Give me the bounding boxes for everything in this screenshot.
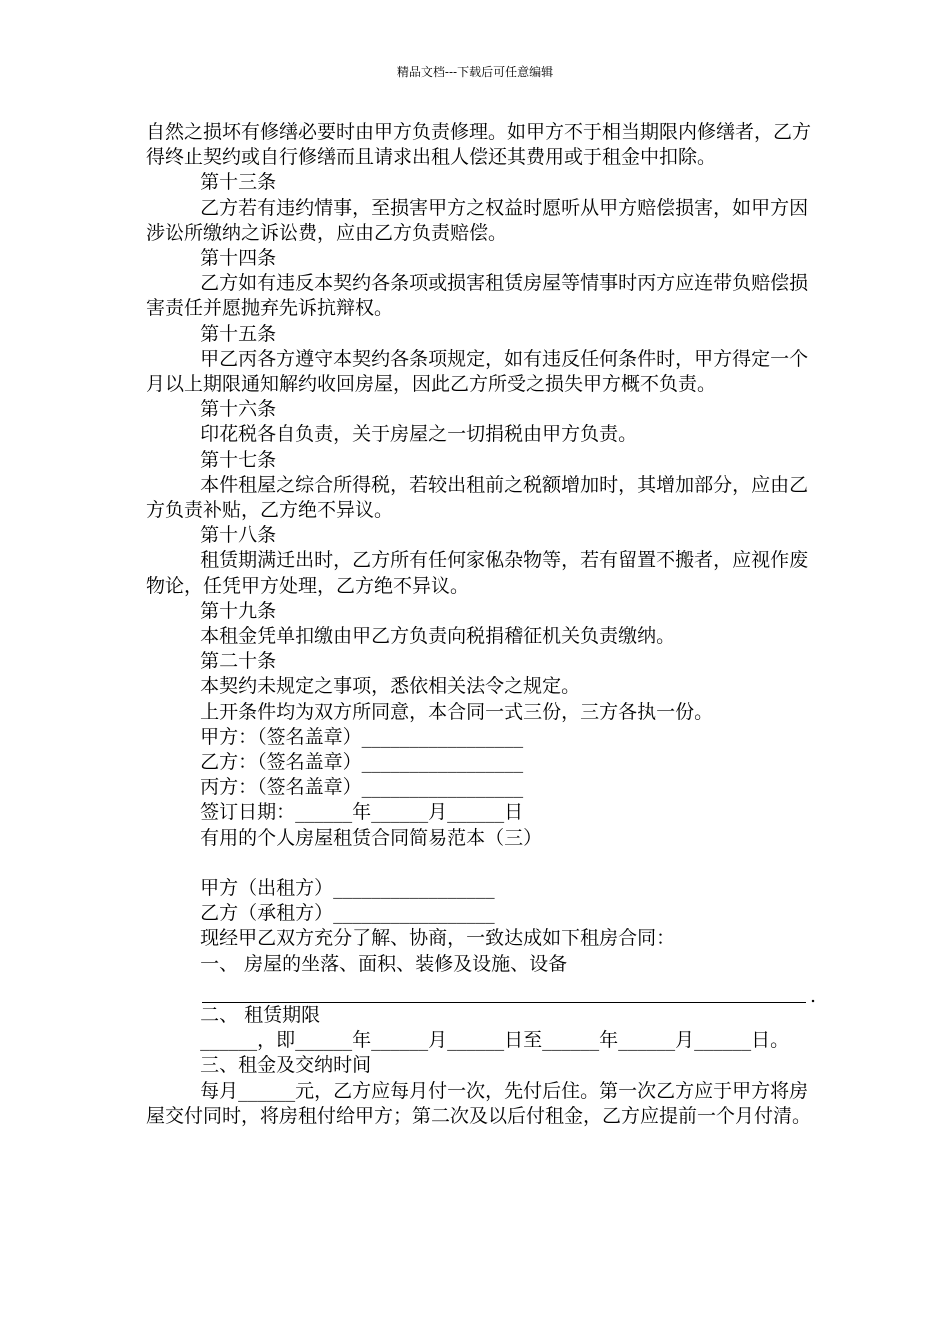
paragraph: 第十八条 bbox=[200, 524, 277, 547]
paragraph: 本契约未规定之事项，悉依相关法令之规定。 bbox=[200, 675, 581, 698]
paragraph: 一、 房屋的坐落、面积、装修及设施、设备 bbox=[200, 952, 568, 975]
contract-clauses bbox=[146, 120, 811, 851]
paragraph: 三、租金及交纳时间 bbox=[200, 1054, 372, 1077]
paragraph: 乙方如有违反本契约各条项或损害租赁房屋等情事时丙方应连带负赔偿损害责任并愿抛弃先诉抗辩权。 bbox=[146, 272, 809, 320]
paragraph: 甲方：（签名盖章）_________________ bbox=[200, 725, 524, 748]
paragraph: 甲方（出租方）_________________ bbox=[200, 877, 495, 900]
paragraph: 乙方若有违约情事，至损害甲方之权益时愿听从甲方赔偿损害，如甲方因涉讼所缴纳之诉讼费，应由乙方负责赔偿。 bbox=[146, 196, 809, 244]
paragraph: 每月______元，乙方应每月付一次，先付后住。第一次乙方应于甲方将房屋交付同时，将房租付给甲方；第二次及以后付租金，乙方应提前一个月付清。 bbox=[146, 1079, 812, 1127]
paragraph: 第二十条 bbox=[200, 650, 277, 673]
paragraph: 第十四条 bbox=[200, 247, 277, 270]
paragraph: 上开条件均为双方所同意，本合同一式三份，三方各执一份。 bbox=[200, 700, 714, 723]
paragraph: 第十九条 bbox=[200, 599, 277, 622]
paragraph: 乙方：（签名盖章）_________________ bbox=[200, 751, 524, 774]
document-body bbox=[146, 120, 816, 1129]
paragraph: 现经甲乙双方充分了解、协商，一致达成如下租房合同： bbox=[200, 927, 676, 950]
fill-in-line bbox=[202, 977, 816, 1007]
blank-line bbox=[146, 851, 811, 876]
contract-terms bbox=[146, 1003, 811, 1129]
page-header: 精品文档---下载后可任意编辑 bbox=[396, 65, 554, 79]
paragraph: 甲乙丙各方遵守本契约各条项规定，如有违反任何条件时，甲方得定一个月以上期限通知解约收回房屋，因此乙方所受之损失甲方概不负责。 bbox=[146, 347, 809, 396]
paragraph: 丙方：（签名盖章）_________________ bbox=[200, 776, 524, 799]
paragraph: 乙方（承租方）_________________ bbox=[200, 902, 495, 925]
paragraph: 第十五条 bbox=[200, 322, 277, 345]
paragraph: 第十六条 bbox=[200, 398, 277, 421]
contract-intro bbox=[146, 876, 811, 977]
paragraph: 二、 租赁期限 bbox=[200, 1003, 321, 1026]
paragraph: 有用的个人房屋租赁合同简易范本（三） bbox=[200, 826, 543, 849]
paragraph: 第十七条 bbox=[200, 448, 277, 471]
paragraph: 自然之损坏有修缮必要时由甲方负责修理。如甲方不于相当期限内修缮者，乙方得终止契约或自行修缮而且请求出租人偿还其费用或于租金中扣除。 bbox=[146, 121, 812, 169]
paragraph: 租赁期满迁出时，乙方所有任何家俬杂物等，若有留置不搬者，应视作废物论，任凭甲方处理，乙方绝不异议。 bbox=[146, 549, 809, 597]
paragraph: 第十三条 bbox=[200, 171, 277, 194]
paragraph: 本件租屋之综合所得税，若较出租前之税额增加时，其增加部分，应由乙方负责补贴，乙方绝不异议。 bbox=[146, 473, 809, 522]
paragraph: 本租金凭单扣缴由甲乙方负责向税捐稽征机关负责缴纳。 bbox=[200, 625, 676, 648]
paragraph: 签订日期：______年______月______日 bbox=[200, 801, 524, 824]
paragraph: ______，即______年______月______日至______年______月______日。 bbox=[200, 1029, 790, 1052]
fill-in-line-end: . bbox=[809, 984, 816, 1007]
paragraph: 印花税各自负责，关于房屋之一切捐税由甲方负责。 bbox=[200, 423, 638, 446]
